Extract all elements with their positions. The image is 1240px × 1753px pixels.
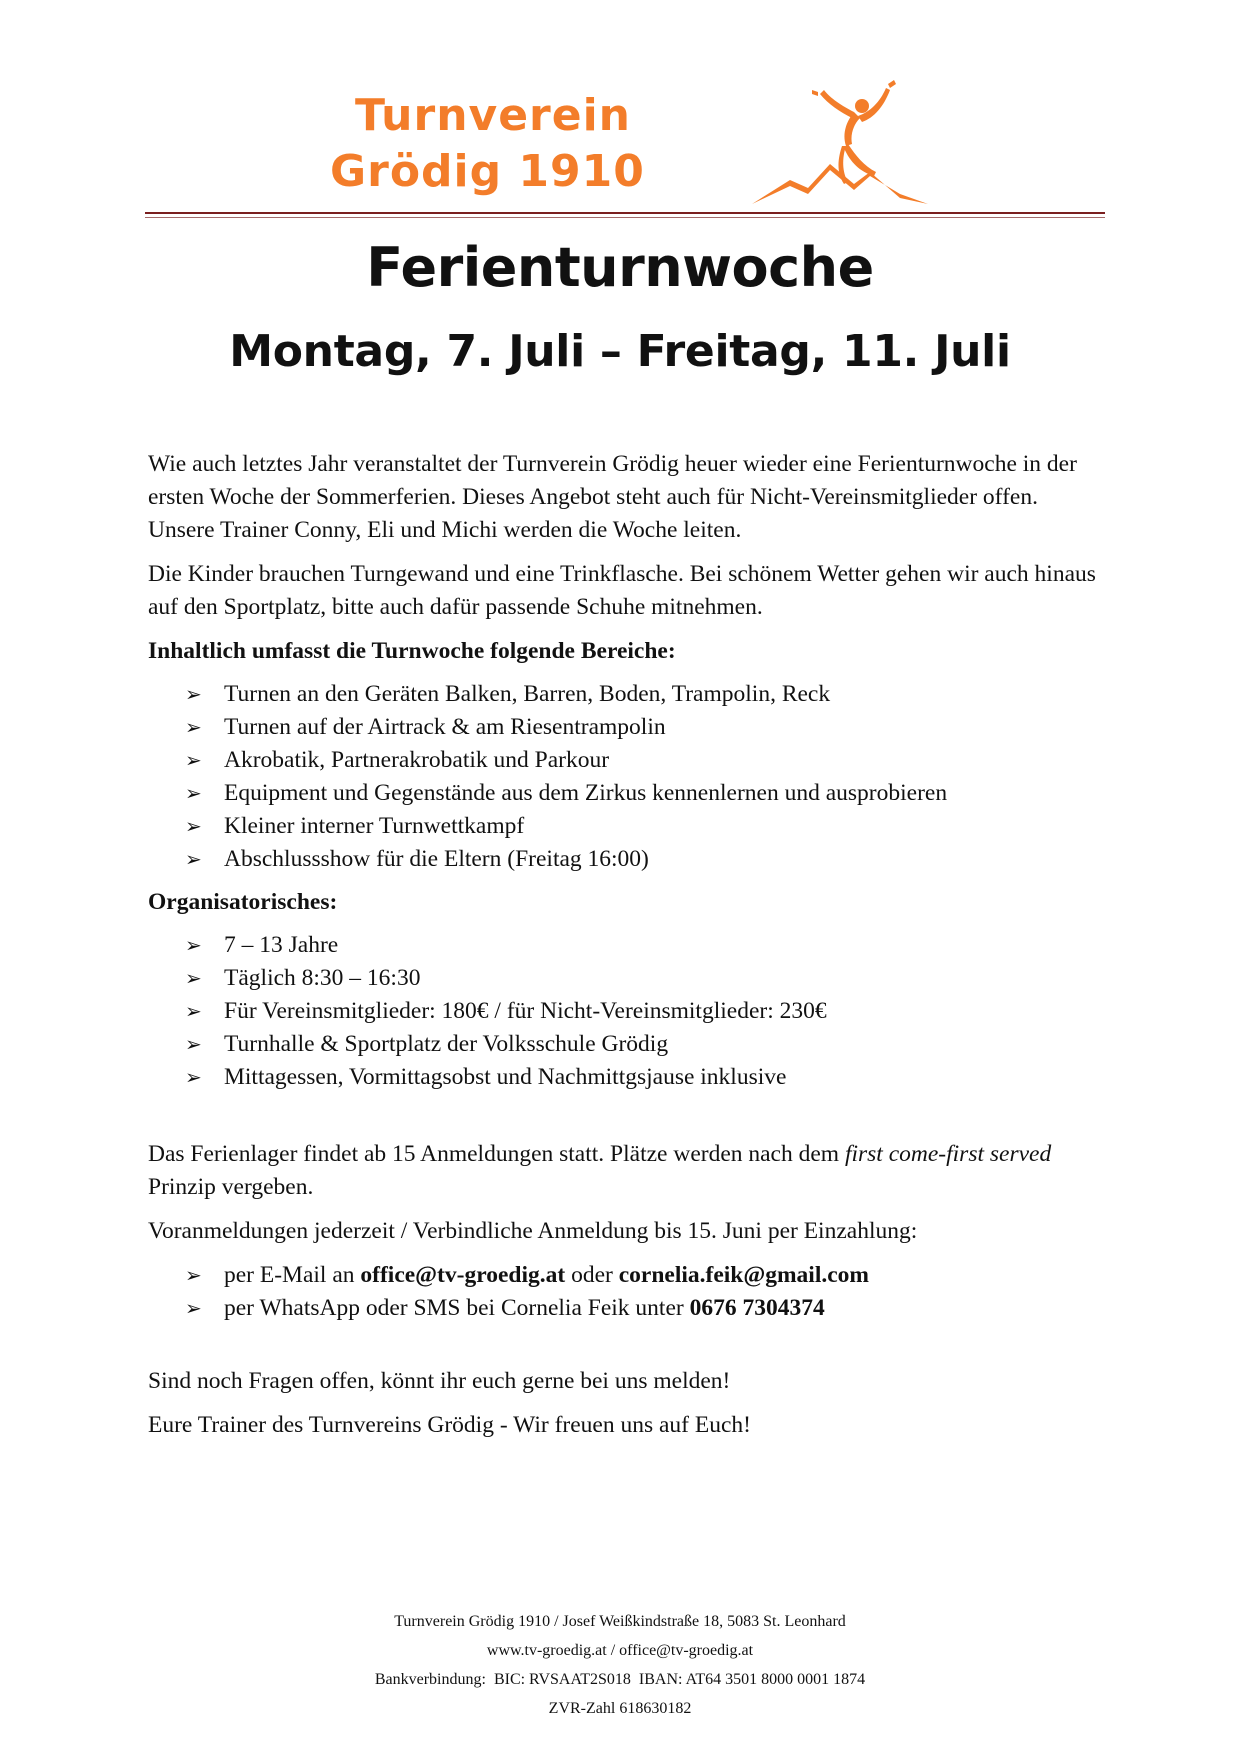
spacer bbox=[148, 1335, 1108, 1365]
footer bbox=[0, 1607, 1240, 1723]
list-item: ➢ per E-Mail an office@tv-groedig.at oder cornelia.feik@gmail.com bbox=[148, 1259, 1108, 1292]
org-list bbox=[148, 929, 1108, 1094]
footer-web: www.tv-groedig.at / office@tv-groedig.at bbox=[486, 1642, 754, 1659]
letter-body bbox=[148, 448, 1108, 1453]
closing-paragraph-1: Sind noch Fragen offen, könnt ihr euch gerne bei uns melden! bbox=[148, 1368, 731, 1394]
arrow-bullet-icon: ➢ bbox=[185, 933, 202, 957]
gymnast-mountain-icon bbox=[750, 76, 930, 206]
date-range-subtitle: Montag, 7. Juli – Freitag, 11. Juli bbox=[229, 326, 1011, 377]
closing-paragraph-2: Eure Trainer des Turnvereins Grödig - Wir freuen uns auf Euch! bbox=[148, 1412, 751, 1438]
arrow-bullet-icon: ➢ bbox=[185, 1296, 202, 1320]
intro-paragraph-2: Die Kinder brauchen Turngewand und eine Trinkflasche. Bei schönem Wetter gehen wir auch hinaus auf den Sportplatz, bitte auch dafür passende Schuhe mitnehmen. bbox=[148, 561, 1096, 620]
list-item: ➢ Für Vereinsmitglieder: 180€ / für Nicht-Vereinsmitglieder: 230€ bbox=[148, 995, 1108, 1028]
list-item: ➢ Abschlussshow für die Eltern (Freitag 16:00) bbox=[148, 843, 1108, 876]
letterhead bbox=[0, 0, 1240, 230]
arrow-bullet-icon: ➢ bbox=[185, 999, 202, 1023]
arrow-bullet-icon: ➢ bbox=[185, 814, 202, 838]
list-item: ➢ Turnhalle & Sportplatz der Volksschule Grödig bbox=[148, 1028, 1108, 1061]
registration-paragraph-1: Das Ferienlager findet ab 15 Anmeldungen statt. Plätze werden nach dem first come-first served Prinzip vergeben. bbox=[148, 1141, 1052, 1200]
first-come-phrase: first come-first served bbox=[844, 1141, 1052, 1167]
content-heading: Inhaltlich umfasst die Turnwoche folgende Bereiche: bbox=[148, 638, 676, 664]
intro-paragraph-1: Wie auch letztes Jahr veranstaltet der Turnverein Grödig heuer wieder eine Ferienturnwoche in der ersten Woche der Sommerferien. Dieses Angebot steht auch für Nicht-Vereinsmitglieder offen. Unsere Trainer Conny, Eli und Michi werden die Woche leiten. bbox=[148, 451, 1077, 543]
header-rule-thin bbox=[145, 217, 1105, 218]
email-link-office[interactable]: office@tv-groedig.at bbox=[360, 1262, 566, 1288]
contact-list bbox=[148, 1259, 1108, 1325]
footer-zvr: ZVR-Zahl 618630182 bbox=[548, 1700, 692, 1717]
list-item: ➢ Akrobatik, Partnerakrobatik und Parkour bbox=[148, 744, 1108, 777]
org-heading: Organisatorisches: bbox=[148, 889, 338, 915]
arrow-bullet-icon: ➢ bbox=[185, 1065, 202, 1089]
arrow-bullet-icon: ➢ bbox=[185, 682, 202, 706]
list-item: ➢ Turnen auf der Airtrack & am Riesentrampolin bbox=[148, 711, 1108, 744]
arrow-bullet-icon: ➢ bbox=[185, 748, 202, 772]
list-item: ➢ Täglich 8:30 – 16:30 bbox=[148, 962, 1108, 995]
content-list bbox=[148, 678, 1108, 876]
club-logo-text bbox=[330, 88, 750, 200]
list-item: ➢ Kleiner interner Turnwettkampf bbox=[148, 810, 1108, 843]
arrow-bullet-icon: ➢ bbox=[185, 1032, 202, 1056]
page-title: Ferienturnwoche bbox=[366, 236, 874, 299]
list-item: ➢ Equipment und Gegenstände aus dem Zirkus kennenlernen und ausprobieren bbox=[148, 777, 1108, 810]
list-item: ➢ per WhatsApp oder SMS bei Cornelia Feik unter 0676 7304374 bbox=[148, 1292, 1108, 1325]
arrow-bullet-icon: ➢ bbox=[185, 1263, 202, 1287]
arrow-bullet-icon: ➢ bbox=[185, 715, 202, 739]
footer-address: Turnverein Grödig 1910 / Josef Weißkindstraße 18, 5083 St. Leonhard bbox=[394, 1613, 846, 1630]
spacer bbox=[148, 1104, 1108, 1138]
phone-number: 0676 7304374 bbox=[689, 1295, 825, 1321]
list-item: ➢ 7 – 13 Jahre bbox=[148, 929, 1108, 962]
email-link-cornelia[interactable]: cornelia.feik@gmail.com bbox=[618, 1262, 869, 1288]
footer-bank: Bankverbindung: BIC: RVSAAT2S018 IBAN: AT64 3501 8000 0001 1874 bbox=[374, 1671, 866, 1688]
logo-line-1: Turnverein bbox=[355, 90, 631, 141]
arrow-bullet-icon: ➢ bbox=[185, 966, 202, 990]
arrow-bullet-icon: ➢ bbox=[185, 847, 202, 871]
list-item: ➢ Turnen an den Geräten Balken, Barren, Boden, Trampolin, Reck bbox=[148, 678, 1108, 711]
logo-line-2: Grödig 1910 bbox=[330, 146, 645, 197]
arrow-bullet-icon: ➢ bbox=[185, 781, 202, 805]
registration-paragraph-2: Voranmeldungen jederzeit / Verbindliche Anmeldung bis 15. Juni per Einzahlung: bbox=[148, 1218, 918, 1244]
header-rule bbox=[145, 212, 1105, 214]
list-item: ➢ Mittagessen, Vormittagsobst und Nachmittgsjause inklusive bbox=[148, 1061, 1108, 1094]
